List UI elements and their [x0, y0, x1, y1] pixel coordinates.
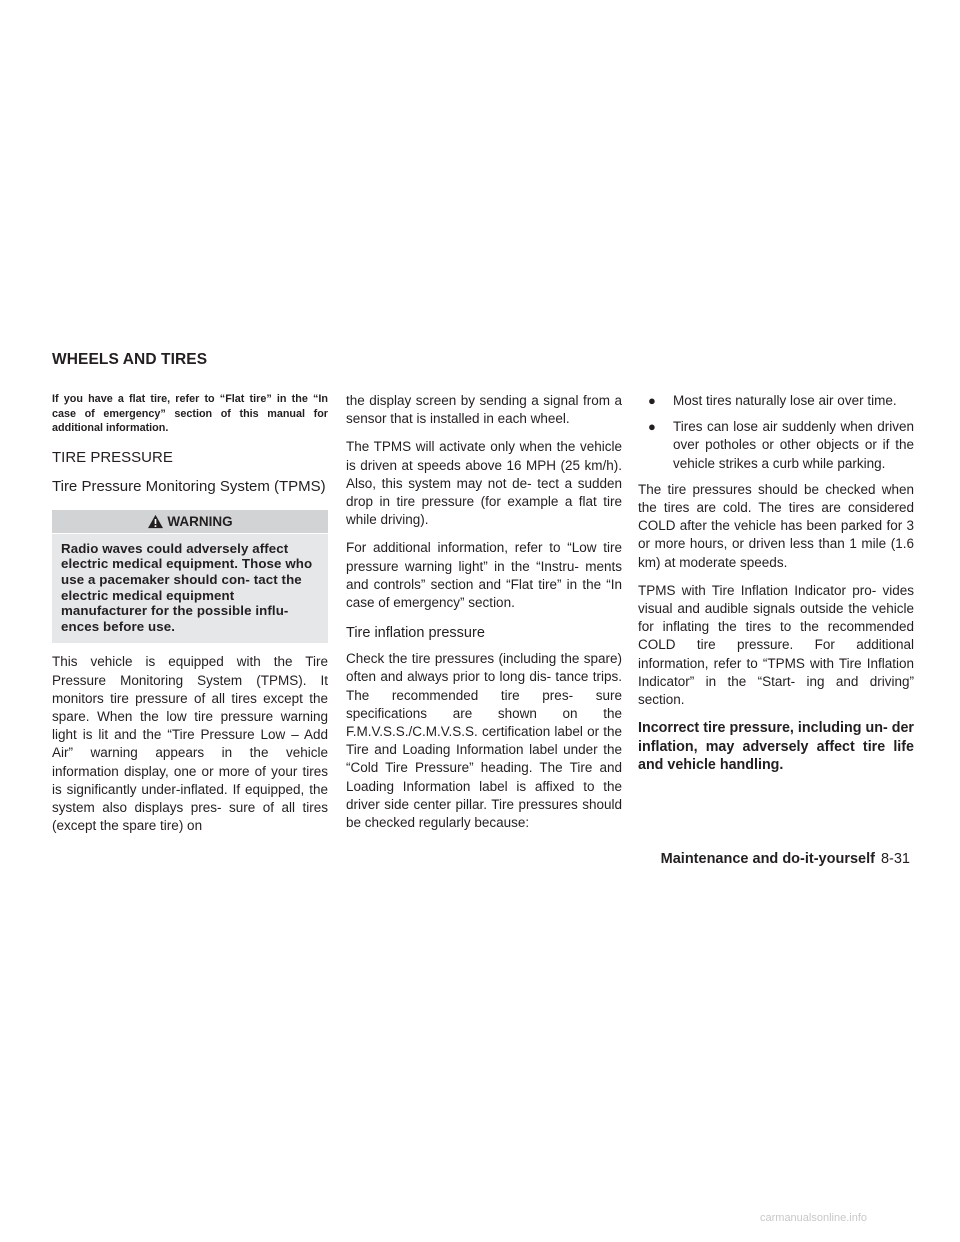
- bullet-text: Most tires naturally lose air over time.: [673, 393, 897, 408]
- heading-tpms: Tire Pressure Monitoring System (TPMS): [52, 477, 326, 495]
- list-item: [638, 392, 914, 410]
- warning-text: Radio waves could adversely affect electric medical equipment. Those who use a pacemaker should con- tact the electric medical equipment manufacturer for the possible influ- ences before use.: [52, 534, 328, 644]
- bullet-icon: ●: [648, 393, 656, 408]
- section-heading: WHEELS AND TIRES: [52, 351, 208, 368]
- paragraph-tpms-intro: This vehicle is equipped with the Tire Pressure Monitoring System (TPMS). It monitors tire pressure of all tires except the spare. When the low tire pressure warning light is lit and the “Tire Pressure Low – Add Air” warning appears in the vehicle information display, one or more of your tires is significantly under-inflated. If equipped, the system also displays pres- sure of all tires (except the spare tire) on: [52, 654, 328, 834]
- bullet-icon: ●: [648, 419, 656, 435]
- warning-title: WARNING: [167, 513, 233, 529]
- paragraph-inflation-indicator: TPMS with Tire Inflation Indicator pro- vides visual and audible signals outside the vehicle for inflating the tires to the recommended COLD tire pressure. For additional information, refer to “TPMS with Tire Inflation Indicator” in the “Start- ing and driving” section.: [638, 582, 914, 708]
- heading-tire-inflation-pressure: Tire inflation pressure: [346, 625, 485, 642]
- list-item: [638, 418, 914, 473]
- column-1: [52, 392, 328, 845]
- paragraph-incorrect-pressure-warning: Incorrect tire pressure, including un- der inflation, may adversely affect tire life and vehicle handling.: [638, 720, 914, 774]
- bullet-text: Tires can lose air suddenly when driven over potholes or other objects or if the vehicle strikes a curb while parking.: [673, 419, 914, 471]
- intro-note: If you have a flat tire, refer to “Flat tire” in the “In case of emergency” section of this manual for additional information.: [52, 393, 328, 435]
- warning-header: [52, 510, 328, 534]
- bullet-list: [638, 392, 914, 473]
- paragraph-additional-info: For additional information, refer to “Low tire pressure warning light” in the “Instru- ments and controls” section and “Flat tire” in the “In case of emergency” section.: [346, 540, 622, 611]
- page-number: 8-31: [880, 851, 910, 867]
- warning-triangle-icon: [147, 514, 164, 529]
- paragraph-tpms-activation: The TPMS will activate only when the vehicle is driven at speeds above 16 MPH (25 km/h). Also, this system may not de- tect a sudden drop in tire pressure (for example a flat tire while driving).: [346, 439, 622, 528]
- footer-section-name: Maintenance and do-it-yourself: [660, 851, 875, 867]
- watermark: carmanualsonline.info: [760, 1212, 868, 1224]
- paragraph-display-screen: the display screen by sending a signal from a sensor that is installed in each wheel.: [346, 393, 622, 427]
- paragraph-cold-tires: The tire pressures should be checked when the tires are cold. The tires are considered COLD after the vehicle has been parked for 3 or more hours, or driven less than 1 mile (1.6 km) at moderate speeds.: [638, 481, 914, 570]
- heading-tire-pressure: TIRE PRESSURE: [52, 448, 173, 466]
- column-3: [638, 392, 914, 785]
- column-2: [346, 392, 622, 842]
- page-footer: [661, 851, 910, 867]
- paragraph-check-pressures: Check the tire pressures (including the spare) often and always prior to long dis- tance trips. The recommended tire pres- sure specifications are shown on the F.M.V.S.S./C.M.V.S.S. certification label or the Tire and Loading Information label under the “Cold Tire Pressure” heading. The Tire and Loading Information label is affixed to the driver side center pillar. Tire pressures should be checked regularly because:: [346, 651, 622, 831]
- warning-box: [52, 510, 328, 644]
